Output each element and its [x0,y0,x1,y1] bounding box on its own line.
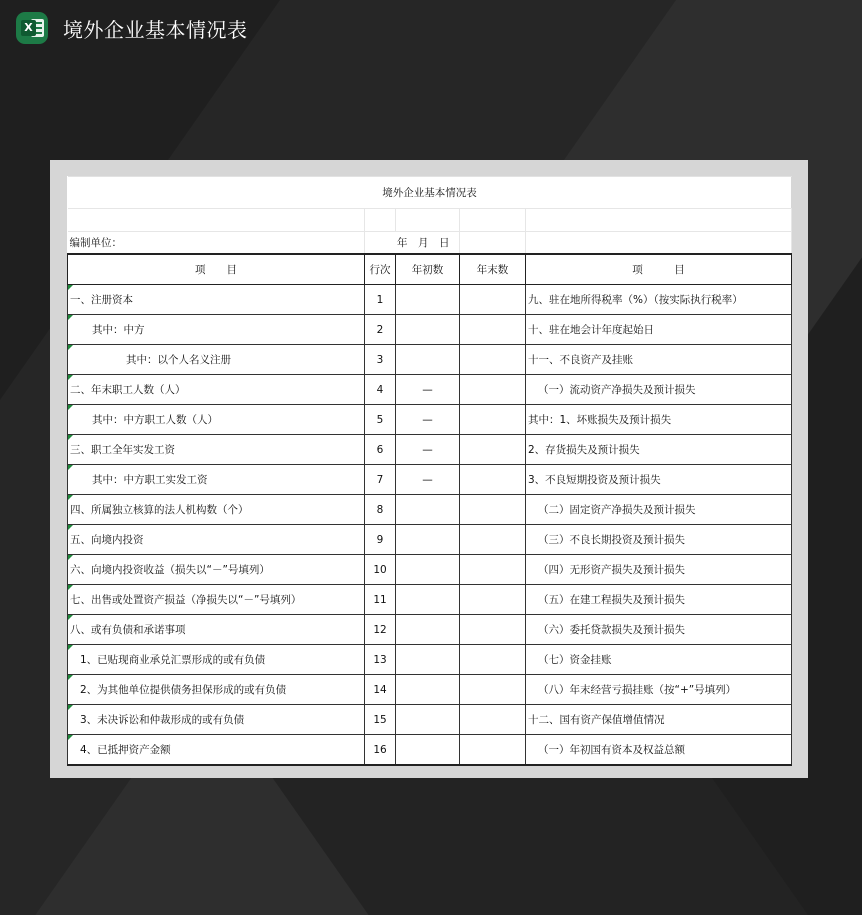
date-label[interactable]: 年 月 日 [365,232,460,255]
row-begin-cell[interactable] [396,555,460,585]
row-item2-cell[interactable]: （三）不良长期投资及预计损失 [526,525,792,555]
row-begin-cell[interactable] [396,735,460,766]
row-begin-cell[interactable] [396,285,460,315]
table-row [68,615,792,645]
row-item2-cell[interactable]: 十、驻在地会计年度起始日 [526,315,792,345]
row-line-cell[interactable]: 10 [365,555,396,585]
row-item-cell[interactable]: 2、为其他单位提供债务担保形成的或有负债 [68,675,365,705]
excel-icon [16,12,48,44]
cell[interactable] [460,232,526,255]
row-item-cell[interactable]: 4、已抵押资产金额 [68,735,365,766]
table-row [68,495,792,525]
row-line-cell[interactable]: 7 [365,465,396,495]
form-table [67,176,792,766]
row-end-cell[interactable] [460,315,526,345]
table-row [68,285,792,315]
row-item-cell[interactable]: 其中：中方 [68,315,365,345]
table-row [68,525,792,555]
row-end-cell[interactable] [460,555,526,585]
table-row [68,705,792,735]
row-begin-cell[interactable] [396,345,460,375]
row-item-cell[interactable]: 1、已贴现商业承兑汇票形成的或有负债 [68,645,365,675]
row-end-cell[interactable] [460,675,526,705]
row-end-cell[interactable] [460,705,526,735]
column-header-item2[interactable]: 项 目 [526,254,792,285]
row-end-cell[interactable] [460,735,526,766]
row-item2-cell[interactable]: （一）流动资产净损失及预计损失 [526,375,792,405]
row-item-cell[interactable]: 八、或有负债和承诺事项 [68,615,365,645]
cell[interactable] [365,209,396,232]
row-begin-cell[interactable] [396,525,460,555]
title-row [68,177,792,209]
row-begin-cell[interactable] [396,585,460,615]
row-item2-cell[interactable]: （六）委托贷款损失及预计损失 [526,615,792,645]
row-line-cell[interactable]: 5 [365,405,396,435]
row-line-cell[interactable]: 11 [365,585,396,615]
row-end-cell[interactable] [460,525,526,555]
cell[interactable] [526,232,792,255]
table-row [68,405,792,435]
row-end-cell[interactable] [460,435,526,465]
row-line-cell[interactable]: 1 [365,285,396,315]
sheet-title[interactable]: 境外企业基本情况表 [68,177,792,209]
row-begin-cell[interactable]: — [396,375,460,405]
row-item2-cell[interactable]: （一）年初国有资本及权益总额 [526,735,792,766]
row-item2-cell[interactable]: （二）固定资产净损失及预计损失 [526,495,792,525]
cell[interactable] [68,209,365,232]
row-item2-cell[interactable]: 其中：1、坏账损失及预计损失 [526,405,792,435]
app-title: 境外企业基本情况表 [63,18,248,42]
row-line-cell[interactable]: 15 [365,705,396,735]
x-letter-box: X [21,20,36,36]
row-item2-cell[interactable]: （八）年末经营亏损挂账（按“+”号填列） [526,675,792,705]
cell[interactable] [526,209,792,232]
row-item2-cell[interactable]: （五）在建工程损失及预计损失 [526,585,792,615]
row-item-cell[interactable]: 六、向境内投资收益（损失以“－”号填列） [68,555,365,585]
header-row [68,254,792,285]
row-end-cell[interactable] [460,465,526,495]
row-end-cell[interactable] [460,495,526,525]
row-item-cell[interactable]: 二、年末职工人数（人） [68,375,365,405]
row-end-cell[interactable] [460,585,526,615]
table-row [68,675,792,705]
row-item-cell[interactable]: 一、注册资本 [68,285,365,315]
sheet-panel [50,160,808,778]
blank-row [68,209,792,232]
column-header-line[interactable]: 行次 [365,254,396,285]
table-row [68,555,792,585]
row-item2-cell[interactable]: 十一、不良资产及挂账 [526,345,792,375]
row-item-cell[interactable]: 其中：以个人名义注册 [68,345,365,375]
row-begin-cell[interactable] [396,705,460,735]
table-row [68,315,792,345]
cell[interactable] [460,209,526,232]
row-item2-cell[interactable]: （四）无形资产损失及预计损失 [526,555,792,585]
table-row [68,585,792,615]
row-begin-cell[interactable] [396,315,460,345]
row-item-cell[interactable]: 3、未决诉讼和仲裁形成的或有负债 [68,705,365,735]
table-row [68,645,792,675]
column-header-begin[interactable]: 年初数 [396,254,460,285]
row-begin-cell[interactable] [396,645,460,675]
row-item-cell[interactable]: 其中：中方职工人数（人） [68,405,365,435]
column-header-item[interactable]: 项 目 [68,254,365,285]
table-row [68,465,792,495]
row-end-cell[interactable] [460,405,526,435]
table-row [68,345,792,375]
row-line-cell[interactable]: 6 [365,435,396,465]
row-end-cell[interactable] [460,375,526,405]
app-header [0,0,862,60]
row-item2-cell[interactable]: 3、不良短期投资及预计损失 [526,465,792,495]
column-header-end[interactable]: 年末数 [460,254,526,285]
row-item2-cell[interactable]: 2、存货损失及预计损失 [526,435,792,465]
row-line-cell[interactable]: 8 [365,495,396,525]
row-item-cell[interactable]: 其中：中方职工实发工资 [68,465,365,495]
row-end-cell[interactable] [460,285,526,315]
row-item-cell[interactable]: 五、向境内投资 [68,525,365,555]
org-label[interactable]: 编制单位： [68,232,365,255]
row-end-cell[interactable] [460,645,526,675]
row-line-cell[interactable]: 13 [365,645,396,675]
row-begin-cell[interactable]: — [396,435,460,465]
row-line-cell[interactable]: 3 [365,345,396,375]
row-begin-cell[interactable] [396,615,460,645]
cell[interactable] [396,209,460,232]
row-item2-cell[interactable]: 九、驻在地所得税率（%）（按实际执行税率） [526,285,792,315]
row-begin-cell[interactable]: — [396,405,460,435]
row-item-cell[interactable]: 四、所属独立核算的法人机构数（个） [68,495,365,525]
row-begin-cell[interactable]: — [396,465,460,495]
row-item-cell[interactable]: 三、职工全年实发工资 [68,435,365,465]
table-row [68,435,792,465]
row-item2-cell[interactable]: （七）资金挂账 [526,645,792,675]
row-end-cell[interactable] [460,345,526,375]
info-row [68,232,792,255]
row-line-cell[interactable]: 14 [365,675,396,705]
row-line-cell[interactable]: 12 [365,615,396,645]
row-begin-cell[interactable] [396,495,460,525]
row-line-cell[interactable]: 4 [365,375,396,405]
row-item2-cell[interactable]: 十二、国有资产保值增值情况 [526,705,792,735]
row-end-cell[interactable] [460,615,526,645]
row-line-cell[interactable]: 2 [365,315,396,345]
row-line-cell[interactable]: 9 [365,525,396,555]
row-item-cell[interactable]: 七、出售或处置资产损益（净损失以“－”号填列） [68,585,365,615]
row-line-cell[interactable]: 16 [365,735,396,766]
table-row [68,735,792,766]
row-begin-cell[interactable] [396,675,460,705]
spreadsheet [67,176,791,766]
table-row [68,375,792,405]
